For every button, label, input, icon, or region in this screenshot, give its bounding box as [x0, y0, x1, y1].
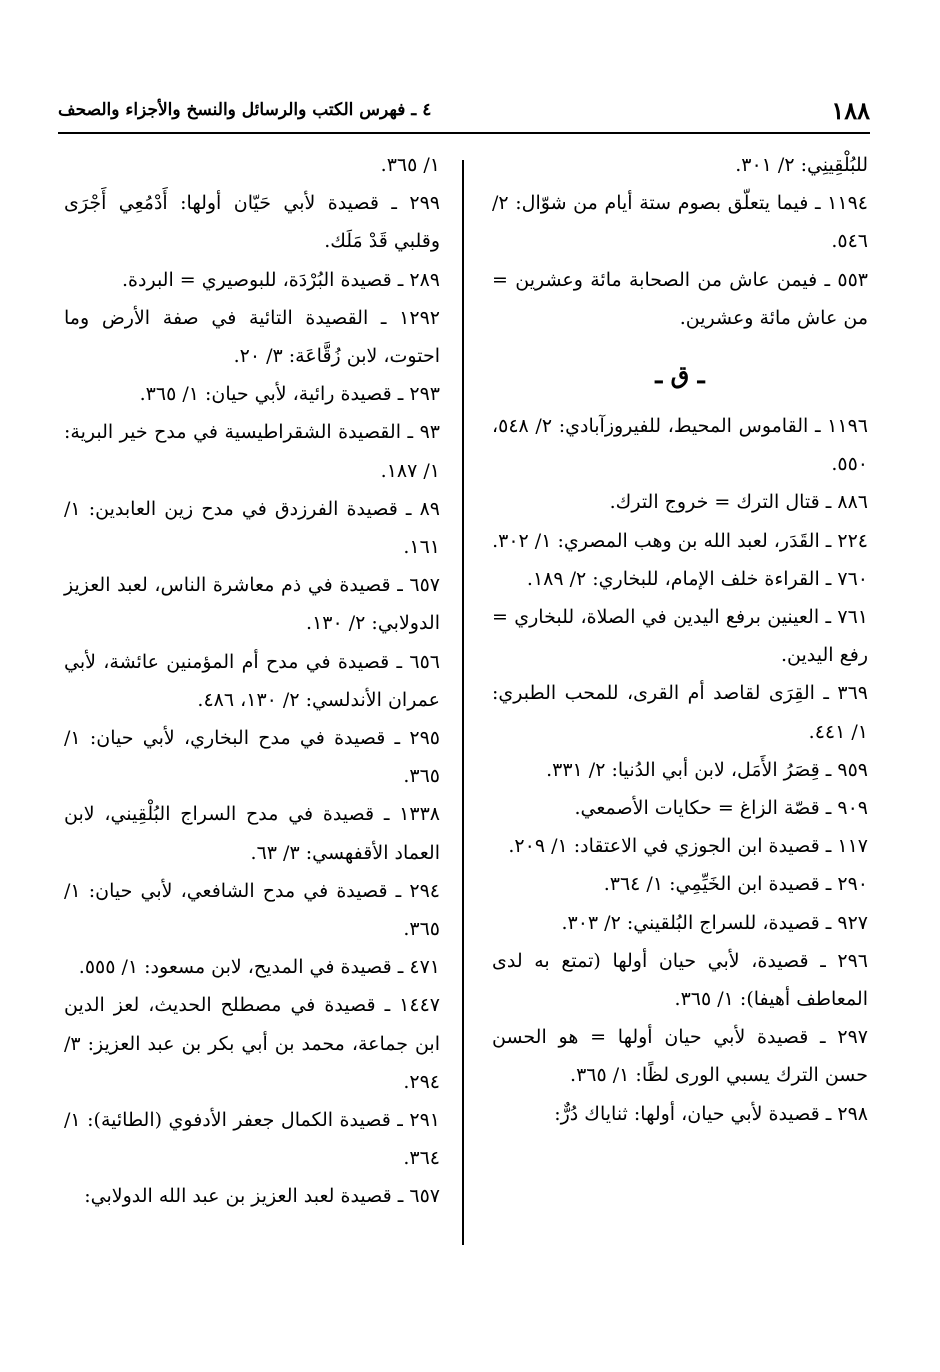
index-entry: ٢٩٦ ـ قصيدة، لأبي حيان أولها (تمتع به لدى المعاطف أهيفا): ١/ ٣٦٥. — [492, 949, 868, 1011]
index-entry: ٢٩٠ ـ قصيدة ابن الخَيِّمِي: ١/ ٣٦٤. — [603, 873, 868, 896]
column-divider — [462, 160, 464, 1245]
index-entry: ٢٩٩ ـ قصيدة لأبي حَيّان أولها: أَدْمُعِي أَجْرَى وقلبي قَدْ مَلَك. — [64, 192, 440, 253]
index-entry: ٦٥٧ ـ قصيدة لعبد العزيز بن عبد الله الدولابي: — [84, 1185, 440, 1208]
index-entry: ٩٣ ـ القصيدة الشقراطيسية في مدح خير البرية: ١/ ١٨٧. — [64, 421, 440, 482]
index-entry: ٨٨٦ ـ قتال الترك = خروج الترك. — [609, 491, 868, 514]
index-entry: ٩٠٩ ـ قصّة الزاغ = حكايات الأصمعي. — [574, 797, 868, 820]
index-entry: ٩٢٧ ـ قصيدة، للسراج البُلقيني: ٢/ ٣٠٣. — [561, 911, 868, 934]
index-entry: ٢٩١ ـ قصيدة الكمال جعفر الأدفوي (الطائية): ١/ ٣٦٤. — [64, 1109, 440, 1170]
running-title: ٤ ـ فهرس الكتب والرسائل والنسخ والأجزاء والصحف — [58, 100, 432, 120]
page-header — [58, 92, 870, 128]
index-entry: ٢٩٣ ـ قصيدة رائية، لأبي حيان: ١/ ٣٦٥. — [139, 383, 440, 406]
index-entry: ١٤٤٧ ـ قصيدة في مصطلح الحديث، لعز الدين ابن جماعة، محمد بن أبي بكر بن عبد العزيز: ٣/ ٢٩٤. — [64, 994, 440, 1093]
index-entry: ٣٦٩ ـ القِرَى لقاصد أم القرى، للمحب الطبري: ١/ ٤٤١. — [492, 682, 868, 743]
index-entry: ٦٥٧ ـ قصيدة في ذم معاشرة الناس، لعبد العزيز الدولابي: ٢/ ١٣٠. — [64, 574, 440, 635]
index-entry: ١١٧ ـ قصيدة ابن الجوزي في الاعتقاد: ١/ ٢٠٩. — [508, 835, 868, 858]
header-rule — [58, 132, 870, 134]
index-entry: ٥٥٣ ـ فيمن عاش من الصحابة مائة وعشرين = من عاش مائة وعشرين. — [492, 268, 868, 329]
index-entry: ٩٥٩ ـ قِصَرُ الأَمَل، لابن أبي الدُنيا: ٢/ ٣٣١. — [546, 758, 868, 781]
index-entry: ٢٩٤ ـ قصيدة في مدح الشافعي، لأبي حيان: ١/ ٣٦٥. — [64, 879, 440, 941]
index-entry: ٤٧١ ـ قصيدة في المديح، لابن مسعود: ١/ ٥٥٥. — [78, 956, 440, 979]
index-entry: ٧٦١ ـ العينين برفع اليدين في الصلاة، للبخاري = رفع اليدين. — [492, 606, 868, 667]
index-entry: للبُلْقِينِي: ٢/ ٣٠١. — [735, 154, 868, 176]
index-entry: ١٢٩٢ ـ القصيدة التائية في صفة الأرض وما احتوت، لابن زُقَّاعَة: ٣/ ٢٠. — [64, 306, 440, 368]
index-entry: ١/ ٣٦٥. — [380, 154, 440, 176]
index-entry: ١١٩٤ ـ فيما يتعلّق بصوم ستة أيام من شوّال: ٢/ ٥٤٦. — [492, 192, 868, 253]
index-entry: ٧٦٠ ـ القراءة خلف الإمام، للبخاري: ٢/ ١٨٩. — [526, 567, 868, 590]
index-entry: ٢٨٩ ـ قصيدة البُرْدَة، للبوصيري = البردة. — [122, 268, 440, 291]
index-entry: ٢٩٧ ـ قصيدة لأبي حيان أولها = هو الحسن حسن الترك يسبي الورى لظًا: ١/ ٣٦٥. — [492, 1026, 868, 1087]
index-entry: ٢٢٤ ـ القَدَر، لعبد الله بن وهب المصري: ١/ ٣٠٢. — [492, 529, 868, 552]
index-entry: ٦٥٦ ـ قصيدة في مدح أم المؤمنين عائشة، لأبي عمران الأندلسي: ٢/ ١٣٠، ٤٨٦. — [64, 650, 440, 711]
index-entry: ٨٩ ـ قصيدة الفرزدق في مدح زين العابدين: ١/ ١٦١. — [64, 497, 440, 559]
index-entry: ٢٩٨ ـ قصيدة لأبي حيان، أولها: ثناياك دُرٌّ: — [554, 1102, 868, 1125]
left-column — [64, 146, 440, 1216]
index-entry: ٢٩٥ ـ قصيدة في مدح البخاري، لأبي حيان: ١/ ٣٦٥. — [64, 727, 440, 788]
page-number: ١٨٨ — [831, 95, 870, 125]
index-entry: ١٣٣٨ ـ قصيدة في مدح السراج البُلْقِيني، لابن العماد الأقفهسي: ٣/ ٦٣. — [64, 803, 440, 864]
section-heading-qaf: ـ ق ـ — [655, 360, 705, 390]
right-column — [492, 146, 868, 1133]
index-entry: ١١٩٦ ـ القاموس المحيط، للفيروزآبادي: ٢/ ٥٤٨، ٥٥٠. — [492, 415, 868, 476]
